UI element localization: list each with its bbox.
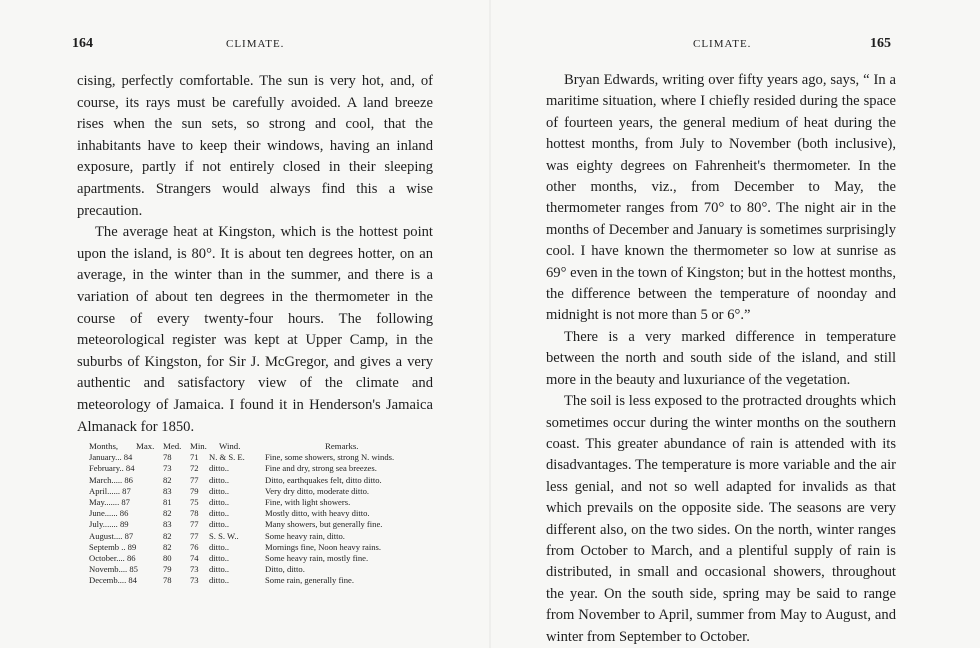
table-cell: Some heavy rain, ditto.	[265, 530, 345, 541]
table-row	[89, 463, 489, 474]
paragraph: The average heat at Kingston, which is the hottest point upon the island, is 80°. It is about ten degrees hotter, on an average, in the winter than in the summer, and there is a variation of about ten degrees in the thermometer in the course of every twenty-four hours. The following meteorological register was kept at Upper Camp, in the suburbs of Kingston, for Sir J. McGregor, and gives a very authentic and satisfactory view of the climate and meteorology of Jamaica. I found it in Henderson's Jamaica Almanack for 1850.	[77, 224, 433, 435]
table-cell: 79	[190, 485, 199, 496]
column-header: Wind.	[219, 441, 241, 451]
table-row	[89, 564, 489, 575]
right-page	[490, 0, 980, 648]
table-body	[89, 452, 489, 586]
table-cell: Fine and dry, strong sea breezes.	[265, 463, 377, 474]
page-number: 164	[72, 36, 93, 51]
table-cell: February.. 84	[89, 463, 135, 474]
table-header-row	[89, 441, 489, 452]
table-cell: Novemb.... 85	[89, 564, 138, 575]
table-cell: June...... 86	[89, 508, 129, 519]
table-cell: ditto..	[209, 485, 230, 496]
right-body-text	[546, 70, 896, 648]
table-cell: 78	[163, 575, 172, 586]
table-cell: Ditto, earthquakes felt, ditto ditto.	[265, 474, 382, 485]
table-cell: Fine, with light showers.	[265, 496, 351, 507]
table-cell: 82	[163, 474, 172, 485]
table-cell: Mornings fine, Noon heavy rains.	[265, 541, 381, 552]
table-cell: May....... 87	[89, 496, 130, 507]
table-cell: 73	[163, 463, 172, 474]
table-cell: March..... 86	[89, 474, 133, 485]
table-cell: 82	[163, 530, 172, 541]
table-cell: Some rain, generally fine.	[265, 575, 355, 586]
table-cell: 82	[163, 508, 172, 519]
table-cell: August.... 87	[89, 530, 134, 541]
table-cell: 75	[190, 496, 199, 507]
table-cell: ditto..	[209, 496, 230, 507]
table-cell: 77	[190, 474, 199, 485]
table-cell: 82	[163, 541, 172, 552]
table-row	[89, 497, 489, 508]
table-cell: 83	[163, 519, 172, 530]
table-cell: ditto..	[209, 575, 230, 586]
table-cell: ditto..	[209, 508, 230, 519]
table-cell: 78	[190, 508, 199, 519]
table-cell: Septemb .. 89	[89, 541, 137, 552]
column-header: Remarks.	[325, 441, 359, 451]
table-row	[89, 475, 489, 486]
table-row	[89, 542, 489, 553]
running-head: CLIMATE.	[226, 38, 285, 50]
table-cell: October.... 86	[89, 552, 136, 563]
column-header: Min.	[190, 441, 207, 451]
table-cell: 77	[190, 530, 199, 541]
table-cell: 76	[190, 541, 199, 552]
table-cell: ditto..	[209, 552, 230, 563]
table-cell: 74	[190, 552, 199, 563]
table-cell: ditto..	[209, 463, 230, 474]
table-cell: Fine, some showers, strong N. winds.	[265, 452, 395, 463]
table-row	[89, 508, 489, 519]
running-head: CLIMATE.	[693, 38, 752, 50]
table-cell: 77	[190, 519, 199, 530]
table-row	[89, 452, 489, 463]
table-cell: April...... 87	[89, 485, 131, 496]
paragraph: Bryan Edwards, writing over fifty years ago, says, “ In a maritime situation, where I chiefly resided during the space of fourteen years, the general medium of heat during the hottest months, from July to November (both inclusive), was eighty degrees on Fahrenheit's thermometer. In the other months, viz., from December to May, the thermometer ranges from 70° to 80°. The night air in the months of December and January is sometimes surprisingly cool. I have known the thermometer so low at sunrise as 69° even in the town of Kingston; but in the hottest months, the difference between the temperature of noonday and midnight is not more than 5 or 6°.”	[546, 72, 896, 324]
paragraph: cising, perfectly comfortable. The sun is very hot, and, of course, its rays must be carefully avoided. A land breeze rises when the sun sets, so strong and cool, that the inhabitants have to keep their windows, having an inland exposure, partly if not entirely closed in their sleeping apartments. Strangers would always find this a wise precaution.	[77, 73, 433, 219]
table-cell: 79	[163, 564, 172, 575]
paragraph: There is a very marked difference in temperature between the north and south side of the island, and still more in the beauty and luxuriance of the vegetation.	[546, 328, 896, 388]
table-cell: ditto..	[209, 564, 230, 575]
table-cell: Ditto, ditto.	[265, 564, 305, 575]
column-header: Months,	[89, 441, 119, 451]
table-cell: ditto..	[209, 541, 230, 552]
table-row	[89, 531, 489, 542]
table-row	[89, 553, 489, 564]
table-cell: 73	[190, 575, 199, 586]
table-cell: July....... 89	[89, 519, 129, 530]
left-body-text	[77, 71, 433, 438]
table-cell: January... 84	[89, 452, 133, 463]
table-cell: 73	[190, 564, 199, 575]
table-cell: Many showers, but generally fine.	[265, 519, 383, 530]
table-cell: 83	[163, 485, 172, 496]
table-cell: ditto..	[209, 519, 230, 530]
table-cell: 81	[163, 496, 172, 507]
table-cell: Some heavy rain, mostly fine.	[265, 552, 369, 563]
page-number: 165	[870, 36, 891, 51]
table-cell: N. & S. E.	[209, 452, 245, 463]
table-row	[89, 575, 489, 586]
table-cell: 72	[190, 463, 199, 474]
table-cell: 78	[163, 452, 172, 463]
table-cell: Mostly ditto, with heavy ditto.	[265, 508, 370, 519]
column-header: Max.	[136, 441, 155, 451]
table-cell: 71	[190, 452, 199, 463]
meteorological-register	[89, 441, 489, 586]
table-cell: Very dry ditto, moderate ditto.	[265, 485, 370, 496]
table-cell: S. S. W..	[209, 530, 239, 541]
table-cell: Decemb.... 84	[89, 575, 137, 586]
table-cell: 80	[163, 552, 172, 563]
column-header: Med.	[163, 441, 182, 451]
table-cell: ditto..	[209, 474, 230, 485]
paragraph: The soil is less exposed to the protracted droughts which sometimes occur during the winter months on the southern coast. This greater abundance of rain is attended with its disadvantages. The temperature is more variable and the air less genial, and not so well adapted for invalids as that which prevails on the opposite side. The seasons are very different also, on the two sides. On the north, winter ranges from October to March, and a plentiful supply of rain is distributed, in small and occasional showers, throughout the year. On the south side, spring may be said to range from November to April, summer from May to August, and winter from September to October.	[546, 393, 896, 645]
table-row	[89, 486, 489, 497]
table-row	[89, 519, 489, 530]
